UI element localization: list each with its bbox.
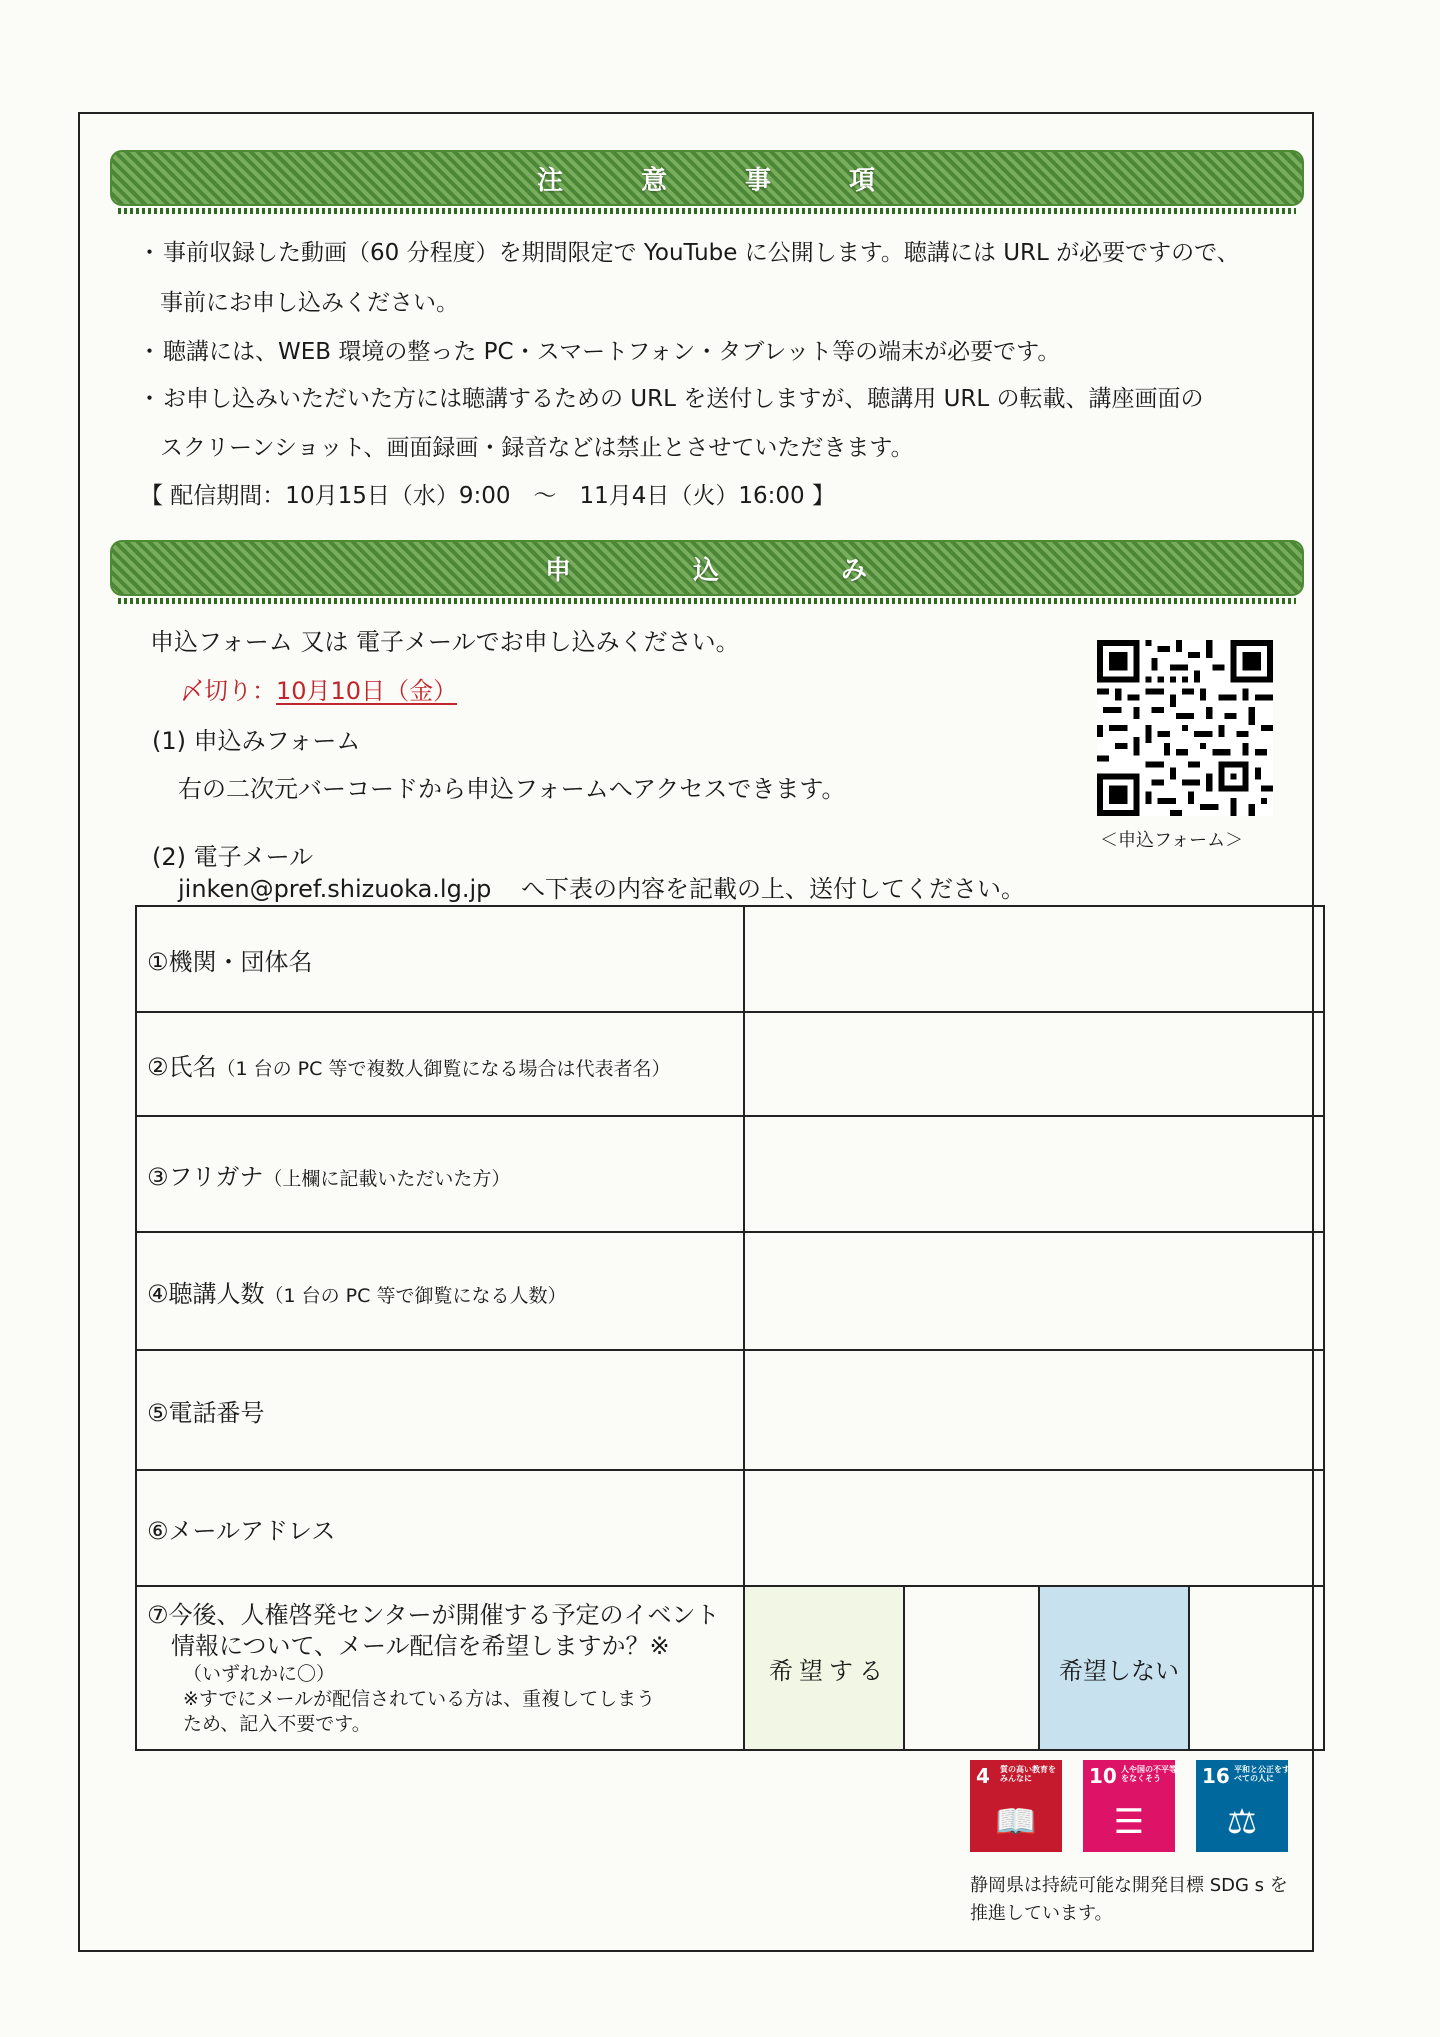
sdgs-caption-line2: 推進しています。	[970, 1902, 1113, 1924]
notes-title-char: 意	[640, 165, 669, 196]
org-name-label: ①機関・団体名	[136, 906, 744, 1012]
table-row	[136, 1350, 1324, 1470]
mail-line	[178, 875, 1025, 904]
notes-banner	[110, 150, 1304, 206]
sdg-goal-16-text: 平和と公正をすべての人に	[1234, 1765, 1290, 1783]
furigana-label	[136, 1116, 744, 1232]
phone-label: ⑤電話番号	[136, 1350, 744, 1470]
name-field[interactable]	[744, 1012, 1324, 1116]
qr-code-icon[interactable]	[1097, 640, 1273, 816]
note-bullet-3-line2: スクリーンショット、画面録画・録音などは禁止とさせていただきます。	[160, 435, 914, 461]
sdg-goal-10-text: 人や国の不平等をなくそう	[1121, 1765, 1177, 1783]
note-bullet-2	[138, 339, 1060, 367]
table-row	[136, 1470, 1324, 1586]
newsletter-question-line4: ※すでにメールが配信されている方は、重複してしまう	[183, 1687, 656, 1710]
deadline-label: 〆切り：	[180, 677, 276, 705]
note-bullet-3-line1: お申し込みいただいた方には聴講するための URL を送付しますが、聴講用 URL の転載、講座画面の	[163, 386, 1204, 412]
name-label	[136, 1012, 744, 1116]
attendee-count-label-note: （1 台の PC 等で御覧になる人数）	[264, 1284, 567, 1307]
sdg-goal-10-icon	[1083, 1760, 1175, 1852]
wish-yes-mark-cell[interactable]	[904, 1586, 1039, 1750]
deadline	[180, 677, 457, 706]
deadline-date: 10月10日（金）	[276, 677, 458, 705]
newsletter-question-line5: ため、記入不要です。	[183, 1712, 371, 1735]
table-row	[136, 1232, 1324, 1350]
email-label: ⑥メールアドレス	[136, 1470, 744, 1586]
furigana-field[interactable]	[744, 1116, 1324, 1232]
attendee-count-field[interactable]	[744, 1232, 1324, 1350]
dove-icon: ⚖	[1226, 1802, 1258, 1842]
distribution-period: 【 配信期間：10月15日（水）9:00 ～ 11月4日（火）16:00 】	[140, 483, 835, 509]
apply-intro: 申込フォーム 又は 電子メールでお申し込みください。	[150, 628, 740, 656]
newsletter-question-line2: 情報について、メール配信を希望しますか？※	[171, 1631, 670, 1660]
name-label-main: ②氏名	[147, 1052, 217, 1081]
note-bullet-1	[138, 240, 1240, 268]
qr-label: ＜申込フォーム＞	[1100, 830, 1244, 851]
table-row	[136, 1586, 1324, 1750]
note-bullet-1-line1: 事前収録した動画（60 分程度）を期間限定で YouTube に公開します。聴講には URL が必要ですので、	[163, 240, 1240, 266]
notes-title-char: 注	[536, 165, 565, 196]
wish-yes-option[interactable]: 希望する	[744, 1586, 904, 1750]
apply-title-char: み	[841, 555, 870, 586]
apply-title-char: 込	[692, 555, 721, 586]
sdg-goal-16-number: 16	[1202, 1764, 1230, 1788]
notes-title-char: 項	[849, 165, 878, 196]
apply-title-char: 申	[544, 555, 573, 586]
wish-no-option[interactable]: 希望しない	[1039, 1586, 1189, 1750]
table-row	[136, 906, 1324, 1012]
furigana-label-note: （上欄に記載いただいた方）	[263, 1167, 511, 1190]
sdgs-caption-line1: 静岡県は持続可能な開発目標 SDG s を	[970, 1875, 1288, 1896]
name-label-note: （1 台の PC 等で複数人御覧になる場合は代表者名）	[216, 1057, 671, 1080]
newsletter-question-line3: （いずれかに〇）	[183, 1663, 336, 1686]
phone-field[interactable]	[744, 1350, 1324, 1470]
attendee-count-label-main: ④聴講人数	[147, 1279, 265, 1308]
sdg-goal-16-icon	[1196, 1760, 1288, 1852]
mail-address[interactable]: jinken@pref.shizuoka.lg.jp	[178, 875, 492, 903]
note-bullet-1-line2: 事前にお申し込みください。	[160, 290, 459, 316]
table-row	[136, 1116, 1324, 1232]
sdg-goal-4-icon	[970, 1760, 1062, 1852]
sdgs-caption	[970, 1872, 1288, 1928]
org-name-field[interactable]	[744, 906, 1324, 1012]
application-table	[135, 905, 1325, 1751]
note-bullet-3	[138, 386, 1204, 414]
sdg-goal-10-number: 10	[1089, 1764, 1117, 1788]
form-description: 右の二次元バーコードから申込フォームへアクセスできます。	[178, 775, 846, 803]
form-heading: (1) 申込みフォーム	[152, 727, 361, 755]
equality-icon: ☰	[1113, 1802, 1145, 1842]
wish-no-mark-cell[interactable]	[1189, 1586, 1324, 1750]
email-field[interactable]	[744, 1470, 1324, 1586]
mail-description: へ下表の内容を記載の上、送付してください。	[521, 875, 1025, 903]
mail-heading: (2) 電子メール	[152, 843, 314, 871]
sdg-goal-4-text: 質の高い教育をみんなに	[1000, 1765, 1056, 1783]
book-icon: 📖	[994, 1802, 1038, 1842]
attendee-count-label	[136, 1232, 744, 1350]
apply-banner	[110, 540, 1304, 596]
newsletter-question	[136, 1586, 744, 1750]
table-row	[136, 1012, 1324, 1116]
notes-title-char: 事	[745, 165, 774, 196]
sdg-goal-4-number: 4	[976, 1764, 990, 1788]
furigana-label-main: ③フリガナ	[147, 1162, 264, 1191]
note-bullet-2-text: 聴講には、WEB 環境の整った PC・スマートフォン・タブレット等の端末が必要です。	[163, 339, 1061, 365]
newsletter-question-line1: ⑦今後、人権啓発センターが開催する予定のイベント	[147, 1600, 720, 1629]
